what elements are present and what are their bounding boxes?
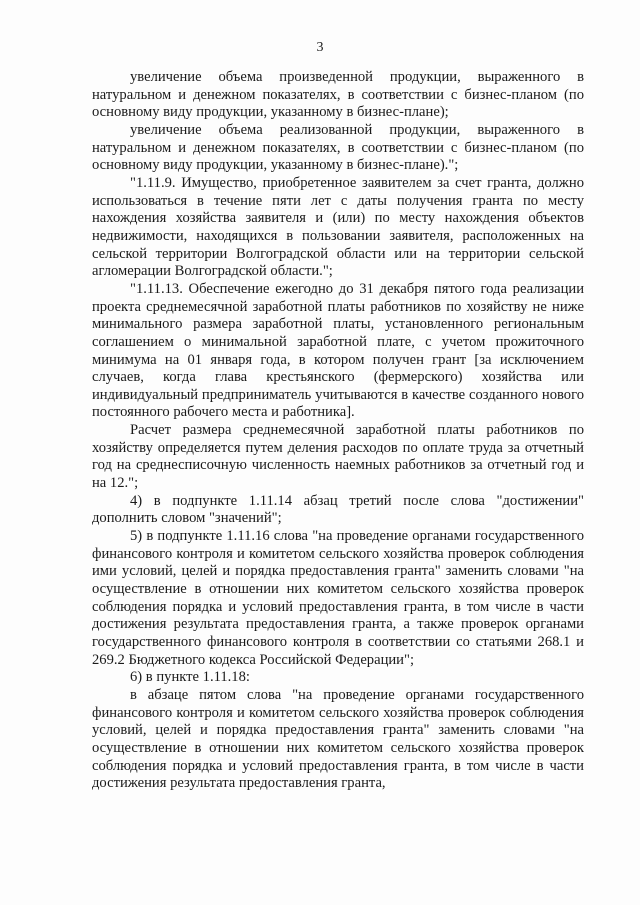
paragraph: "1.11.13. Обеспечение ежегодно до 31 декабря пятого года реализации проекта среднемесячной заработной платы работников по хозяйству не ниже минимального размера заработной платы, установленного региональным соглашением о минимальной заработной плате, с учетом прожиточного минимума на 01 января года, в котором получен грант [за исключением случаев, когда глава крестьянского (фермерского) хозяйства или индивидуальный предприниматель учитываются в качестве созданного нового постоянного рабочего места и работника]. <box>92 280 584 421</box>
paragraph: Расчет размера среднемесячной заработной платы работников по хозяйству определяется путем деления расходов по оплате труда за отчетный год на среднесписочную численность наемных работников за отчетный год и на 12."; <box>92 422 584 492</box>
paragraph: "1.11.9. Имущество, приобретенное заявителем за счет гранта, должно использоваться в течение пяти лет с даты получения гранта по месту нахождения хозяйства заявителя и (или) по месту нахождения объектов недвижимости, находящихся в пользовании заявителя, расположенных на сельской территории Волгоградской области или на территории сельской агломерации Волгоградской области."; <box>92 174 584 280</box>
paragraph: 5) в подпункте 1.11.16 слова "на проведение органами государственного финансового контроля и комитетом сельского хозяйства проверок соблюдения ими условий, целей и порядка предоставления гранта" заменить словами "на осуществление в отношении них комитетом сельского хозяйства проверок соблюдения порядка и условий предоставления гранта, в том числе в части достижения результата предоставления гранта, а также проверок органами государственного финансового контроля в соответствии со статьями 268.1 и 269.2 Бюджетного кодекса Российской Федерации"; <box>92 528 584 668</box>
document-body <box>92 69 584 793</box>
paragraph: 6) в пункте 1.11.18: <box>130 669 250 686</box>
page-number: 3 <box>316 40 324 55</box>
paragraph: увеличение объема произведенной продукции, выраженного в натуральном и денежном показателях, в соответствии с бизнес-планом (по основному виду продукции, указанному в бизнес-плане); <box>92 69 584 121</box>
paragraph: в абзаце пятом слова "на проведение органами государственного финансового контроля и комитетом сельского хозяйства проверок соблюдения условий, целей и порядка предоставления гранта" заменить словами "на осуществление в отношении них комитетом сельского хозяйства проверок соблюдения порядка и условий предоставления гранта, в том числе в части достижения результата предоставления гранта, <box>92 686 584 792</box>
paragraph: увеличение объема реализованной продукции, выраженного в натуральном и денежном показателях, в соответствии с бизнес-планом (по основному виду продукции, указанному в бизнес-плане)."; <box>92 121 584 174</box>
paragraph: 4) в подпункте 1.11.14 абзац третий после слова "достижении" дополнить словом "значений"; <box>92 492 584 527</box>
